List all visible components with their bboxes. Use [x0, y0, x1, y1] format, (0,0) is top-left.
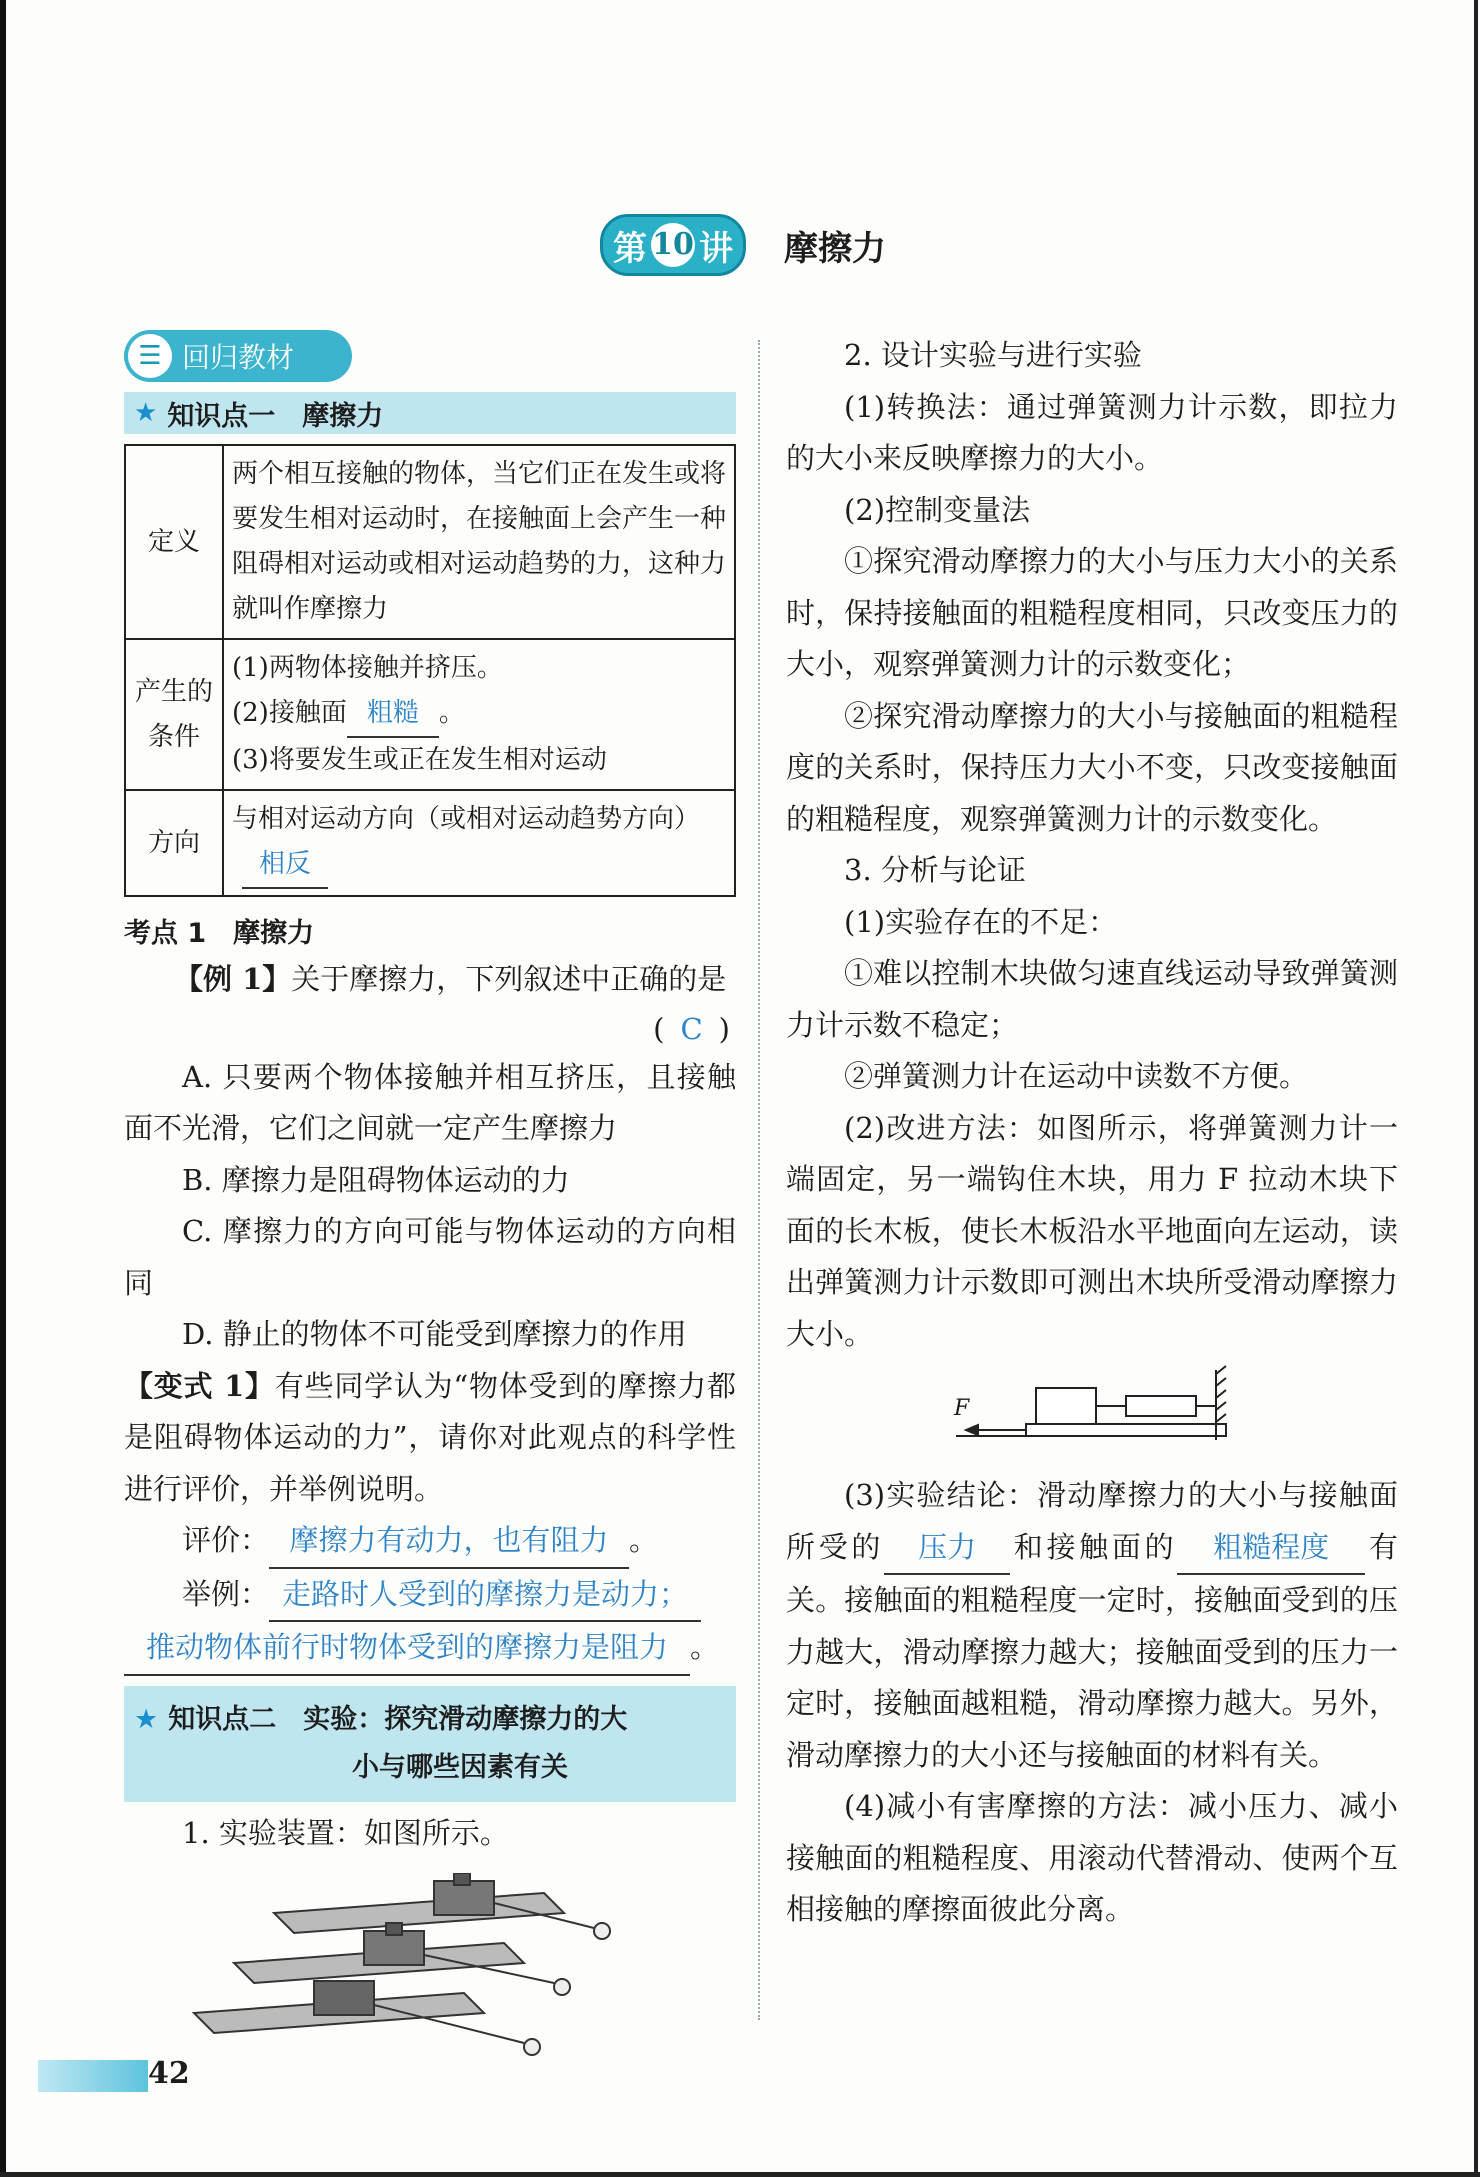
- control-variable-heading: (2)控制变量法: [844, 492, 1031, 527]
- option-d: D. 静止的物体不可能受到摩擦力的作用: [182, 1317, 687, 1351]
- answer-blank-roughness: 粗糙程度: [1177, 1522, 1365, 1576]
- page-edge-left: [0, 0, 6, 2177]
- condition-line-2-pre: (2)接触面: [232, 698, 347, 728]
- improved-setup-illustration: [786, 1360, 1398, 1470]
- shortcoming-1: ①难以控制木块做匀速直线运动导致弹簧测力计示数不稳定；: [786, 956, 1398, 1042]
- section-tag: [124, 330, 352, 382]
- analysis-heading: 3. 分析与论证: [844, 853, 1026, 887]
- evaluation-label: 评价：: [182, 1523, 270, 1557]
- reduce-friction-methods: (4)减小有害摩擦的方法：减小压力、减小接触面的粗糙程度、用滚动代替滑动、使两个互相接触的摩擦面彼此分离。: [786, 1789, 1398, 1926]
- conversion-method: (1)转换法：通过弹簧测力计示数，即拉力的大小来反映摩擦力的大小。: [786, 389, 1398, 475]
- example-answer: C: [680, 1011, 703, 1046]
- design-heading: 2. 设计实验与进行实验: [844, 338, 1142, 372]
- table-row: [125, 445, 735, 639]
- kp2-heading-line-1: 知识点二 实验：探究滑动摩擦力的大: [168, 1703, 628, 1735]
- knowledge-point-1-heading: [124, 392, 736, 434]
- example-line-label: 举例：: [182, 1576, 270, 1611]
- direction-text: 与相对运动方向（或相对运动趋势方向）: [232, 804, 701, 834]
- condition-line-3: (3)将要发生或正在发生相对运动: [232, 745, 607, 775]
- option-c: C. 摩擦力的方向可能与物体运动的方向相同: [124, 1214, 736, 1300]
- evaluation-line: 评价： 摩擦力有动力，也有阻力 。: [124, 1515, 736, 1569]
- table-row: [125, 790, 735, 896]
- page-title: 摩擦力: [784, 228, 886, 269]
- conclusion-pre: (3)实验结论：滑动摩擦力的大小与接触面所受的: [786, 1478, 1398, 1564]
- example-label: 【例 1】: [174, 962, 292, 996]
- star-icon: ★: [134, 1703, 159, 1735]
- kp1-heading-text: 知识点一 摩擦力: [167, 400, 384, 432]
- table-value: [223, 639, 735, 790]
- force-label: F: [954, 1396, 970, 1421]
- book-icon: ☰: [128, 334, 172, 378]
- control-variable-2: ②探究滑动摩擦力的大小与接触面的粗糙程度的关系时，保持压力大小不变，只改变接触面的粗糙程度，观察弹簧测力计的示数变化。: [786, 698, 1398, 836]
- example-answer-2: 推动物体前行时物体受到的摩擦力是阻力: [124, 1622, 690, 1676]
- table-key: 定义: [125, 445, 223, 639]
- page-edge-bottom: [0, 2172, 1480, 2177]
- friction-definition-table: [124, 444, 736, 897]
- answer-blank: 粗糙: [347, 691, 439, 738]
- conclusion-post: 有关。接触面的粗糙程度一定时，接触面受到的压力越大，滑动摩擦力越大；接触面受到的压力一定时，接触面越粗糙，滑动摩擦力越大。另外，滑动摩擦力的大小还与接触面的材料有关。: [786, 1529, 1398, 1772]
- lecture-badge: [600, 214, 746, 276]
- page-number-bar: [38, 2060, 148, 2092]
- example-line-2: 推动物体前行时物体受到的摩擦力是阻力 。: [124, 1622, 736, 1676]
- section-tag-label: 回归教材: [182, 341, 295, 374]
- conclusion: [786, 1470, 1398, 1781]
- badge-post: 讲: [699, 228, 733, 269]
- example-1: [124, 954, 736, 1006]
- conclusion-mid: 和接触面的: [1010, 1529, 1178, 1564]
- star-icon: ★: [134, 398, 158, 428]
- answer-bracket: ( C ): [653, 1011, 730, 1046]
- example-question: 关于摩擦力，下列叙述中正确的是: [291, 962, 727, 996]
- setup-text: 1. 实验装置：如图所示。: [182, 1815, 509, 1850]
- answer-blank: 相反: [242, 842, 328, 889]
- page-edge-right: [1474, 0, 1478, 2177]
- condition-line-2-post: 。: [438, 698, 465, 728]
- knowledge-point-2-heading: [124, 1686, 736, 1802]
- answer-blank-pressure: 压力: [884, 1522, 1010, 1576]
- experiment-setup-figure: [124, 1873, 736, 2077]
- improvement-method: (2)改进方法：如图所示，将弹簧测力计一端固定，另一端钩住木块，用力 F 拉动木块下面的长木板，使长木板沿水平地面向左运动，读出弹簧测力计示数即可测出木块所受滑动摩擦力大小。: [786, 1110, 1398, 1351]
- condition-line-1: (1)两物体接触并挤压。: [232, 653, 503, 683]
- variant-label: 【变式 1】: [124, 1368, 275, 1403]
- table-key: 方向: [125, 790, 223, 896]
- example-answer-1: 走路时人受到的摩擦力是动力；: [269, 1569, 701, 1623]
- option-b: B. 摩擦力是阻碍物体运动的力: [182, 1162, 570, 1197]
- badge-number: 10: [651, 223, 695, 267]
- lecture-title: [600, 215, 886, 275]
- page-number: 42: [148, 2056, 190, 2091]
- option-a: A. 只要两个物体接触并相互挤压，且接触面不光滑，它们之间就一定产生摩擦力: [124, 1059, 736, 1145]
- column-divider: [758, 340, 760, 2020]
- experiment-setup-illustration: [124, 1873, 736, 2073]
- control-variable-1: ①探究滑动摩擦力的大小与压力大小的关系时，保持接触面的粗糙程度相同，只改变压力的大小，观察弹簧测力计的示数变化；: [786, 544, 1398, 681]
- condition-line-2: [232, 691, 726, 738]
- improved-setup-figure: [786, 1360, 1398, 1470]
- table-value: 两个相互接触的物体，当它们正在发生或将要发生相对运动时，在接触面上会产生一种阻碍相对运动或相对运动趋势的力，这种力就叫作摩擦力: [223, 445, 735, 639]
- shortcoming-2: ②弹簧测力计在运动中读数不方便。: [844, 1059, 1309, 1093]
- table-key: 产生的条件: [125, 639, 223, 790]
- evaluation-answer: 摩擦力有动力，也有阻力: [269, 1515, 629, 1569]
- table-row: [125, 639, 735, 790]
- right-column: [786, 330, 1398, 1936]
- variant-question: 有些同学认为“物体受到的摩擦力都是阻碍物体运动的力”，请你对此观点的科学性进行评价，并举例说明。: [124, 1368, 737, 1506]
- left-column: [124, 330, 736, 2077]
- example-line: [124, 1569, 736, 1623]
- exam-point-1-heading: 考点 1 摩擦力: [124, 918, 315, 949]
- kp2-heading-line-2: 小与哪些因素有关: [352, 1751, 568, 1783]
- variant-1: [124, 1361, 736, 1516]
- shortcomings-heading: (1)实验存在的不足：: [844, 904, 1118, 939]
- badge-pre: 第: [613, 228, 647, 269]
- table-value: [223, 790, 735, 896]
